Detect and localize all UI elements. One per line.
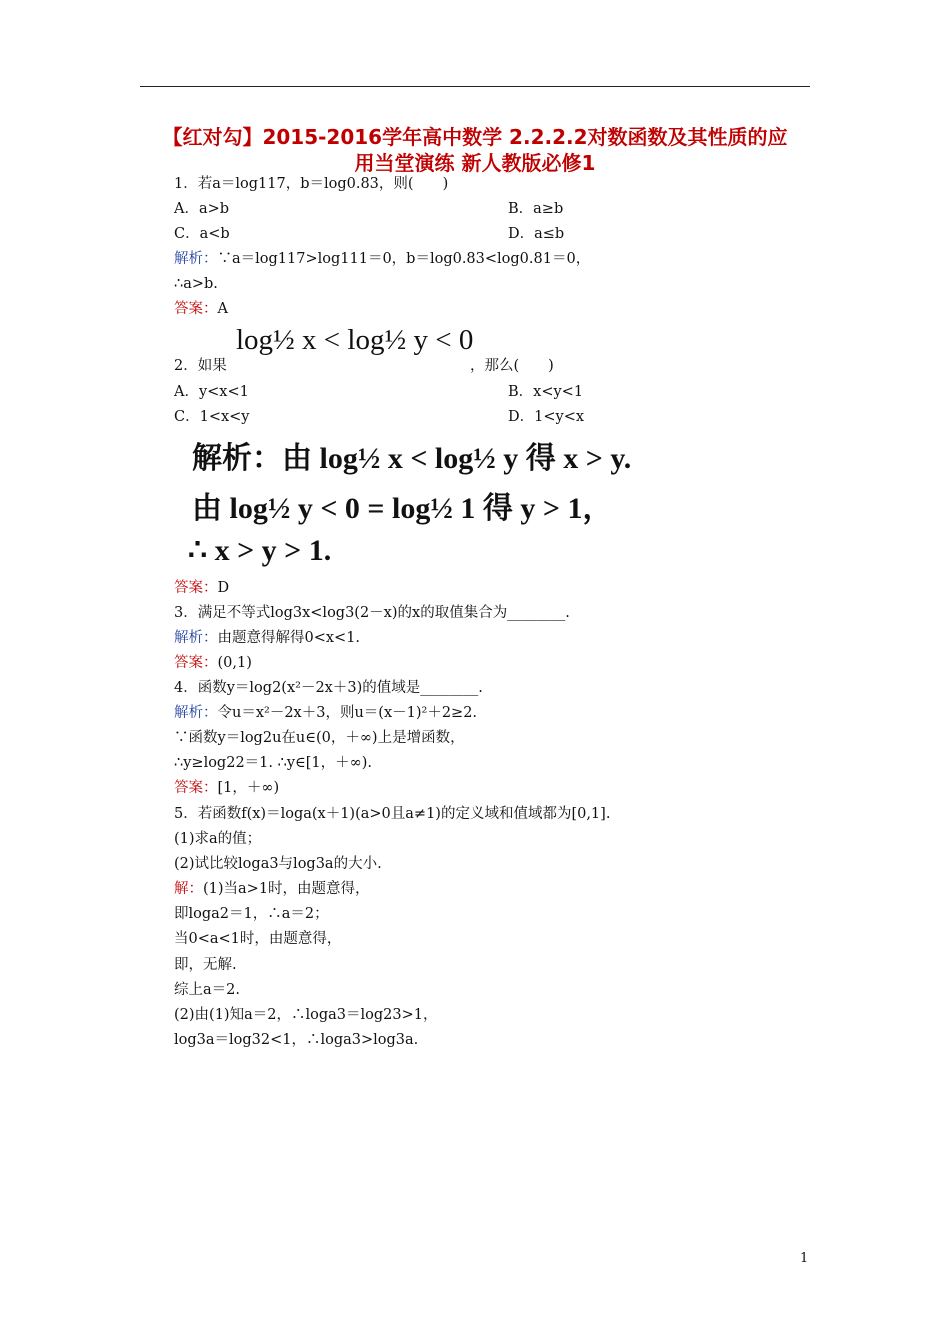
q2-option-c: C．1<x<y — [174, 409, 250, 425]
q1-option-c: C．a<b — [174, 226, 230, 242]
title-line-2: 用当堂演练 新人教版必修1 — [354, 151, 596, 175]
q5-part-1: (1)求a的值； — [174, 831, 262, 847]
q2-analysis-line-3: ∴ x > y > 1. — [188, 534, 332, 567]
document-title — [140, 124, 810, 176]
q2-answer-value: D — [217, 580, 230, 596]
q1-stem: 1．若a＝log117，b＝log0.83，则( ) — [174, 176, 449, 192]
q5-solution-4: 即，无解. — [174, 957, 237, 973]
q3-answer — [174, 654, 252, 672]
q5-solution-label: 解： — [174, 881, 203, 897]
q5-solution-7: log3a＝log32<1，∴loga3>log3a. — [174, 1032, 419, 1048]
q3-analysis-text: 由题意得解得0<x<1. — [217, 630, 361, 646]
q2-option-b: B．x<y<1 — [508, 384, 584, 400]
q2-option-d: D．1<y<x — [508, 409, 585, 425]
q3-stem: 3．满足不等式log3x<log3(2－x)的x的取值集合为________. — [174, 605, 570, 621]
q1-option-b: B．a≥b — [508, 201, 564, 217]
q1-answer-label: 答案： — [174, 301, 218, 317]
q2-analysis-line-2: 由 log½ y < 0 = log½ 1 得 y > 1， — [192, 492, 613, 525]
q2-option-a: A．y<x<1 — [174, 384, 249, 400]
q3-analysis-label: 解析： — [174, 630, 218, 646]
header-rule — [140, 86, 810, 87]
q4-analysis — [174, 704, 477, 722]
q2-stem-left: 2．如果 — [174, 358, 227, 374]
q2-stem-right: ，那么( ) — [470, 358, 554, 374]
q1-option-d: D．a≤b — [508, 226, 565, 242]
q1-analysis-conclusion: ∴a>b. — [174, 276, 218, 292]
q1-analysis — [174, 250, 590, 268]
q1-answer — [174, 300, 228, 318]
q1-analysis-label: 解析： — [174, 251, 218, 267]
q2-formula: log½ x < log½ y < 0 — [236, 324, 474, 356]
q4-answer — [174, 779, 279, 797]
q3-answer-value: (0,1) — [217, 655, 252, 671]
q3-analysis — [174, 629, 360, 647]
q1-answer-value: A — [217, 301, 228, 317]
title-line-1: 【红对勾】2015-2016学年高中数学 2.2.2.2对数函数及其性质的应 — [162, 125, 788, 149]
q1-analysis-text: ∵a＝log117>log111＝0，b＝log0.83<log0.81＝0， — [217, 251, 591, 267]
q2-answer — [174, 579, 229, 597]
q4-analysis-label: 解析： — [174, 705, 218, 721]
q5-solution-2: 即loga2＝1，∴a＝2； — [174, 906, 329, 922]
q2-analysis-line-1: 解析：由 log½ x < log½ y 得 x > y. — [192, 442, 632, 475]
q1-option-a: A．a>b — [174, 201, 230, 217]
q4-analysis-line-3: ∴y≥log22＝1. ∴y∈[1，＋∞). — [174, 755, 372, 771]
q2-answer-label: 答案： — [174, 580, 218, 596]
page-number: 1 — [800, 1251, 809, 1266]
q4-answer-value: [1，＋∞) — [217, 780, 280, 796]
q5-stem: 5．若函数f(x)＝loga(x＋1)(a>0且a≠1)的定义域和值域都为[0,1]. — [174, 806, 611, 822]
q5-solution-5: 综上a＝2. — [174, 982, 240, 998]
q3-answer-label: 答案： — [174, 655, 218, 671]
q5-solution-6: (2)由(1)知a＝2，∴loga3＝log23>1， — [174, 1007, 438, 1023]
q5-solution-text-1: (1)当a>1时，由题意得， — [203, 881, 370, 897]
q5-solution-1 — [174, 880, 370, 898]
q5-solution-3: 当0<a<1时，由题意得， — [174, 931, 342, 947]
q4-answer-label: 答案： — [174, 780, 218, 796]
q4-analysis-line-2: ∵函数y＝log2u在u∈(0，＋∞)上是增函数， — [174, 730, 465, 746]
q4-analysis-text: 令u＝x²－2x＋3，则u＝(x－1)²＋2≥2. — [217, 705, 478, 721]
q4-stem: 4．函数y＝log2(x²－2x＋3)的值域是________. — [174, 680, 483, 696]
q5-part-2: (2)试比较loga3与log3a的大小. — [174, 856, 382, 872]
